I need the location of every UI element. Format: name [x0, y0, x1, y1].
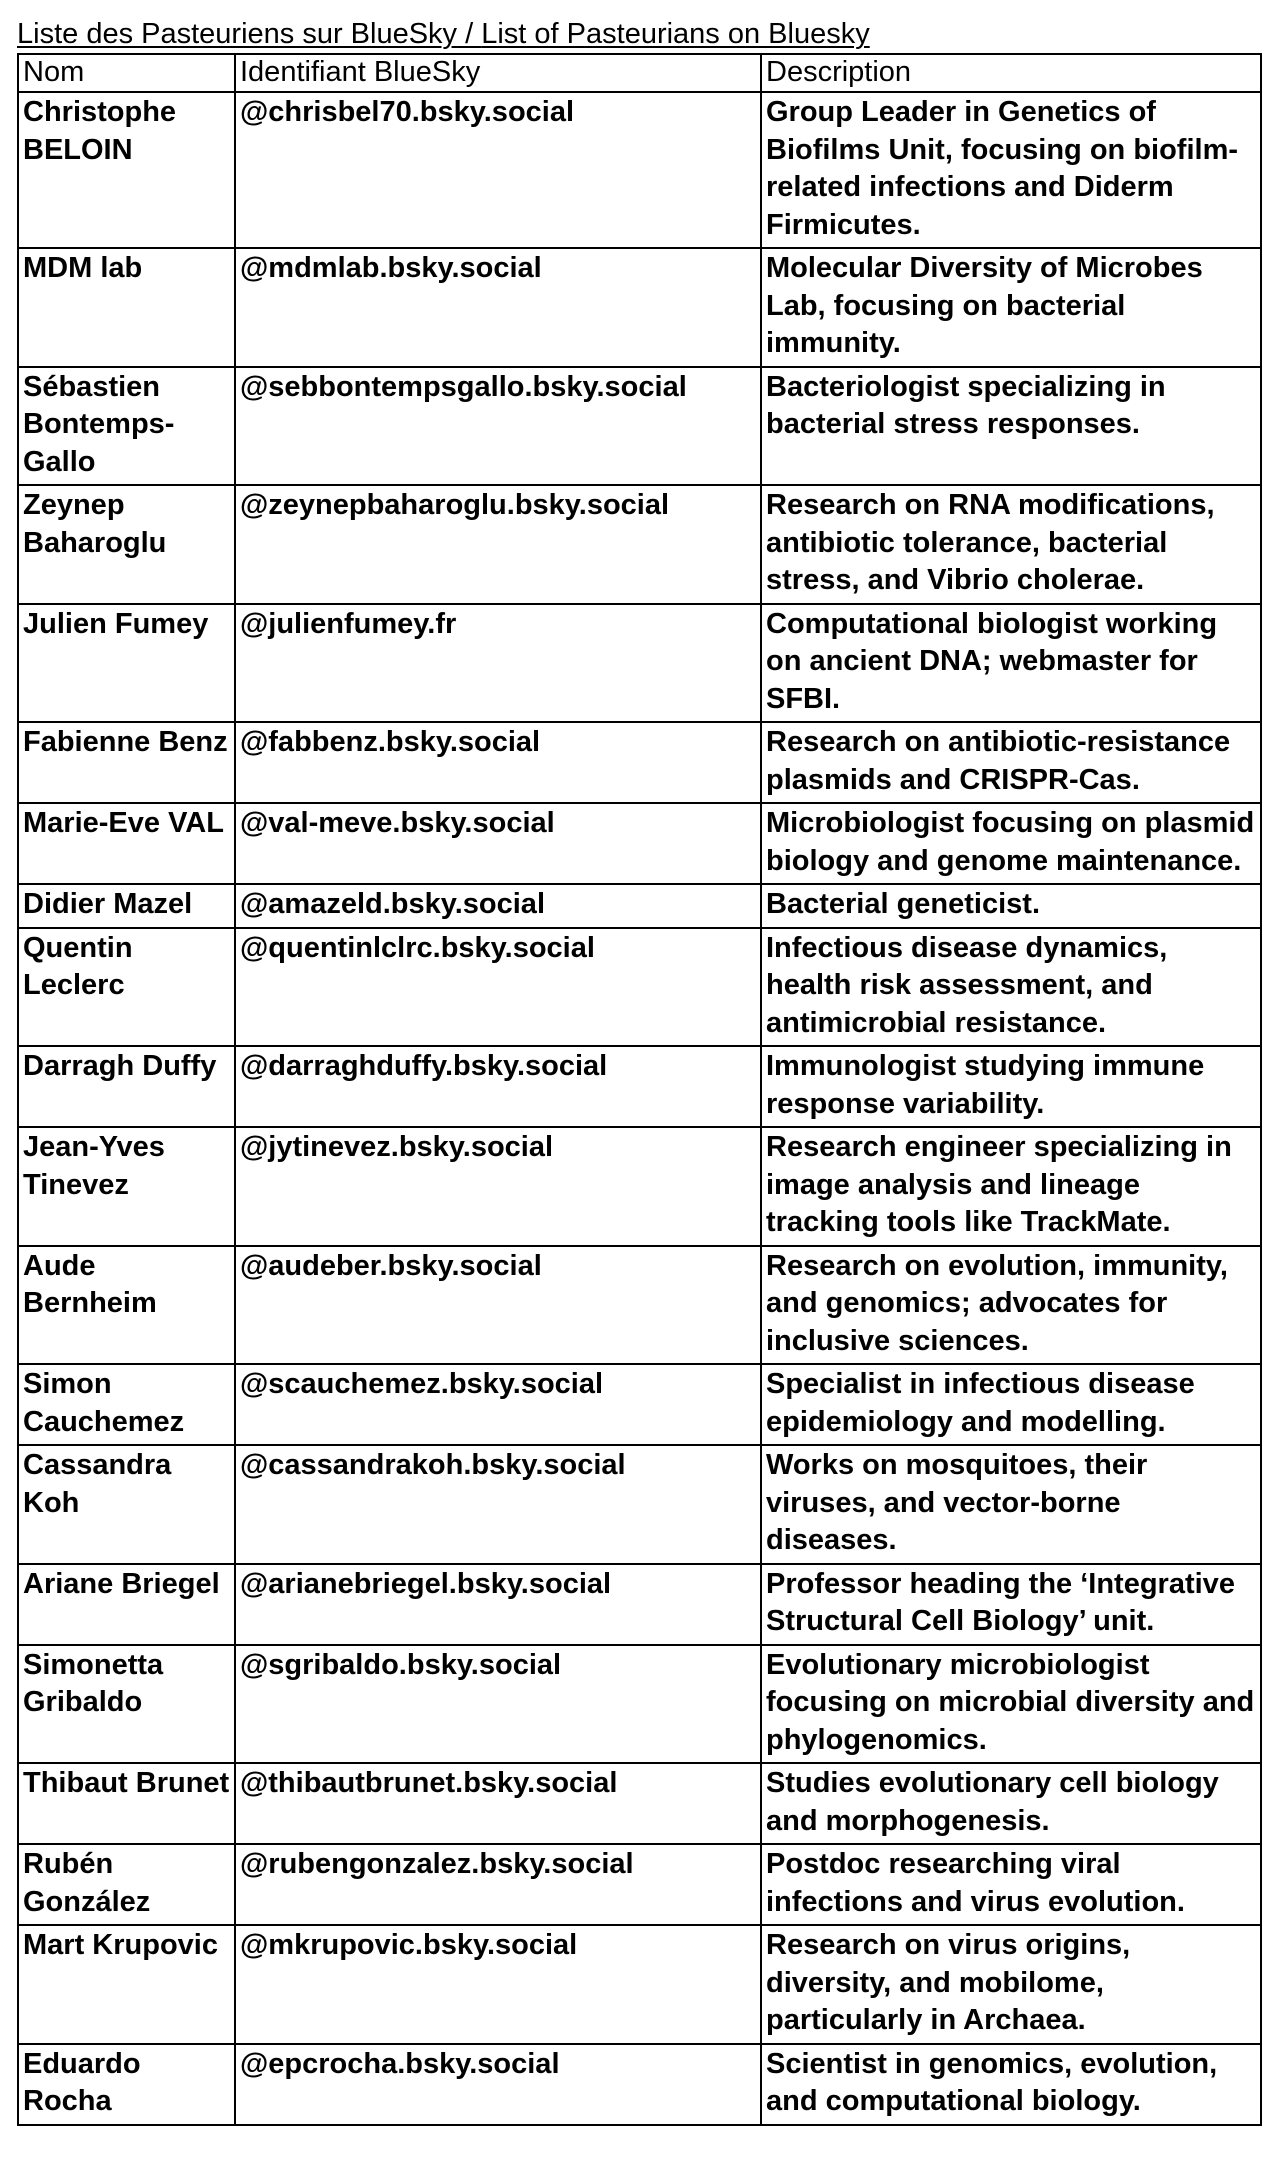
table-row — [18, 1564, 1261, 1645]
title-separator: / — [457, 18, 482, 50]
table-row — [18, 1046, 1261, 1127]
handle-cell: @jytinevez.bsky.social — [235, 1127, 761, 1246]
table-row — [18, 485, 1261, 604]
handle-cell: @chrisbel70.bsky.social — [235, 92, 761, 248]
header-description: Description — [761, 54, 1261, 92]
handle-cell: @scauchemez.bsky.social — [235, 1364, 761, 1445]
document-title — [17, 16, 1260, 52]
table-row — [18, 1246, 1261, 1365]
name-cell: Thibaut Brunet — [18, 1763, 235, 1844]
name-cell: Rubén González — [18, 1844, 235, 1925]
table-row — [18, 92, 1261, 248]
handle-cell: @cassandrakoh.bsky.social — [235, 1445, 761, 1564]
table-row — [18, 1763, 1261, 1844]
table-row — [18, 604, 1261, 723]
header-handle: Identifiant BlueSky — [235, 54, 761, 92]
name-cell: Ariane Briegel — [18, 1564, 235, 1645]
table-row — [18, 884, 1261, 928]
table-row — [18, 1364, 1261, 1445]
name-cell: Zeynep Baharoglu — [18, 485, 235, 604]
description-cell: Molecular Diversity of Microbes Lab, focusing on bacterial immunity. — [761, 248, 1261, 367]
table-row — [18, 248, 1261, 367]
table-row — [18, 1445, 1261, 1564]
name-cell: Sébastien Bontemps-Gallo — [18, 367, 235, 486]
name-cell: Cassandra Koh — [18, 1445, 235, 1564]
table-body — [18, 92, 1261, 2125]
handle-cell: @fabbenz.bsky.social — [235, 722, 761, 803]
name-cell: Didier Mazel — [18, 884, 235, 928]
description-cell: Research on evolution, immunity, and genomics; advocates for inclusive sciences. — [761, 1246, 1261, 1365]
name-cell: Simonetta Gribaldo — [18, 1645, 235, 1764]
name-cell: Simon Cauchemez — [18, 1364, 235, 1445]
name-cell: Julien Fumey — [18, 604, 235, 723]
name-cell: Jean-Yves Tinevez — [18, 1127, 235, 1246]
title-english: List of Pasteurians on Bluesky — [481, 18, 870, 50]
handle-cell: @sebbontempsgallo.bsky.social — [235, 367, 761, 486]
description-cell: Computational biologist working on ancient DNA; webmaster for SFBI. — [761, 604, 1261, 723]
table-row — [18, 1925, 1261, 2044]
description-cell: Postdoc researching viral infections and virus evolution. — [761, 1844, 1261, 1925]
description-cell: Immunologist studying immune response variability. — [761, 1046, 1261, 1127]
handle-cell: @rubengonzalez.bsky.social — [235, 1844, 761, 1925]
table-row — [18, 1127, 1261, 1246]
table-header-row — [18, 54, 1261, 92]
name-cell: Quentin Leclerc — [18, 928, 235, 1047]
handle-cell: @sgribaldo.bsky.social — [235, 1645, 761, 1764]
handle-cell: @mkrupovic.bsky.social — [235, 1925, 761, 2044]
description-cell: Research on virus origins, diversity, and mobilome, particularly in Archaea. — [761, 1925, 1261, 2044]
header-name: Nom — [18, 54, 235, 92]
description-cell: Evolutionary microbiologist focusing on microbial diversity and phylogenomics. — [761, 1645, 1261, 1764]
handle-cell: @zeynepbaharoglu.bsky.social — [235, 485, 761, 604]
description-cell: Group Leader in Genetics of Biofilms Unit, focusing on biofilm-related infections and Diderm Firmicutes. — [761, 92, 1261, 248]
handle-cell: @darraghduffy.bsky.social — [235, 1046, 761, 1127]
table-row — [18, 367, 1261, 486]
description-cell: Scientist in genomics, evolution, and computational biology. — [761, 2044, 1261, 2125]
handle-cell: @val-meve.bsky.social — [235, 803, 761, 884]
description-cell: Microbiologist focusing on plasmid biology and genome maintenance. — [761, 803, 1261, 884]
name-cell: Darragh Duffy — [18, 1046, 235, 1127]
handle-cell: @quentinlclrc.bsky.social — [235, 928, 761, 1047]
description-cell: Professor heading the ‘Integrative Structural Cell Biology’ unit. — [761, 1564, 1261, 1645]
handle-cell: @amazeld.bsky.social — [235, 884, 761, 928]
table-row — [18, 2044, 1261, 2125]
name-cell: Aude Bernheim — [18, 1246, 235, 1365]
name-cell: Fabienne Benz — [18, 722, 235, 803]
table-row — [18, 803, 1261, 884]
handle-cell: @thibautbrunet.bsky.social — [235, 1763, 761, 1844]
handle-cell: @epcrocha.bsky.social — [235, 2044, 761, 2125]
table-row — [18, 1844, 1261, 1925]
handle-cell: @arianebriegel.bsky.social — [235, 1564, 761, 1645]
description-cell: Bacteriologist specializing in bacterial stress responses. — [761, 367, 1261, 486]
description-cell: Works on mosquitoes, their viruses, and vector-borne diseases. — [761, 1445, 1261, 1564]
table-row — [18, 928, 1261, 1047]
pasteurians-table — [17, 53, 1262, 2126]
description-cell: Bacterial geneticist. — [761, 884, 1261, 928]
description-cell: Research on RNA modifications, antibiotic tolerance, bacterial stress, and Vibrio cholerae. — [761, 485, 1261, 604]
table-row — [18, 722, 1261, 803]
title-french: Liste des Pasteuriens sur BlueSky — [17, 18, 458, 50]
description-cell: Specialist in infectious disease epidemiology and modelling. — [761, 1364, 1261, 1445]
name-cell: Eduardo Rocha — [18, 2044, 235, 2125]
description-cell: Infectious disease dynamics, health risk assessment, and antimicrobial resistance. — [761, 928, 1261, 1047]
description-cell: Research engineer specializing in image analysis and lineage tracking tools like TrackMate. — [761, 1127, 1261, 1246]
handle-cell: @julienfumey.fr — [235, 604, 761, 723]
name-cell: Mart Krupovic — [18, 1925, 235, 2044]
handle-cell: @mdmlab.bsky.social — [235, 248, 761, 367]
description-cell: Research on antibiotic-resistance plasmids and CRISPR-Cas. — [761, 722, 1261, 803]
name-cell: Marie-Eve VAL — [18, 803, 235, 884]
table-row — [18, 1645, 1261, 1764]
name-cell: Christophe BELOIN — [18, 92, 235, 248]
handle-cell: @audeber.bsky.social — [235, 1246, 761, 1365]
name-cell: MDM lab — [18, 248, 235, 367]
document-page — [17, 16, 1260, 2126]
description-cell: Studies evolutionary cell biology and morphogenesis. — [761, 1763, 1261, 1844]
